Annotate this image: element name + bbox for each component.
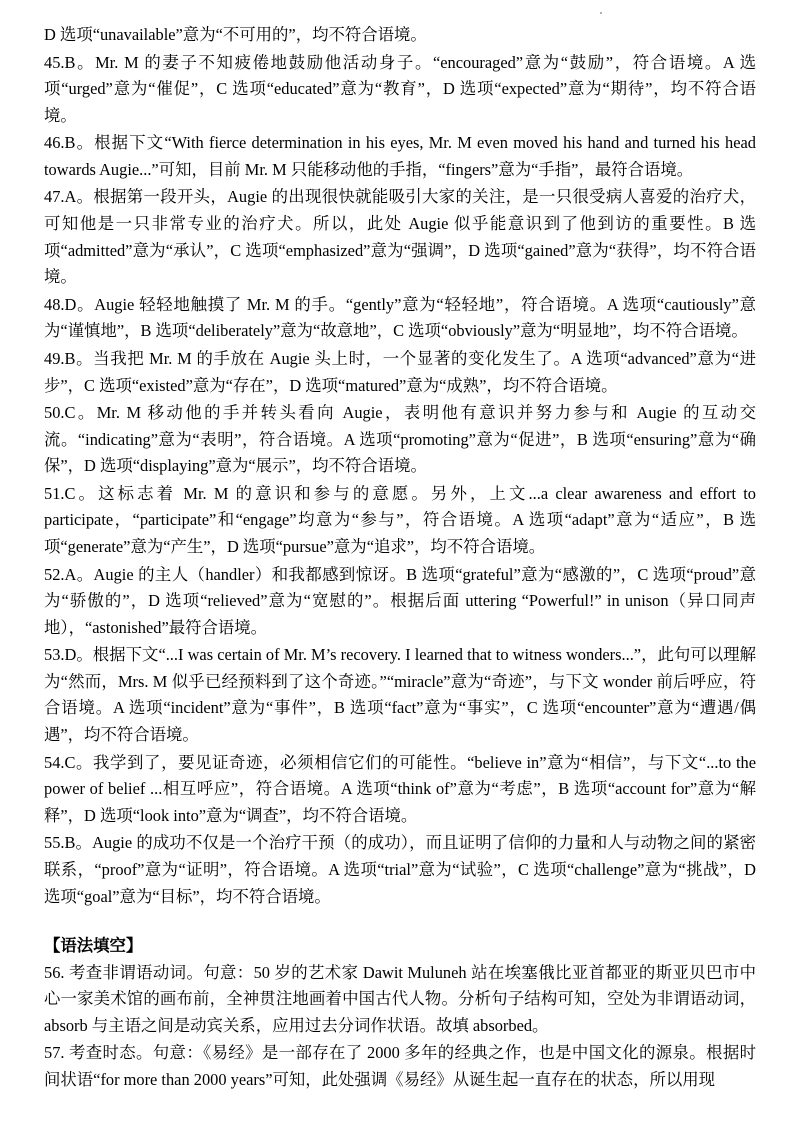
paragraph: 45.B。Mr. M 的妻子不知疲倦地鼓励他活动身子。“encouraged”意为“鼓励”，符合语境。A 选项“urged”意为“催促”，C 选项“educated”意为“教育”，D 选项“expected”意为“期待”，均不符合语境。 — [44, 52, 756, 125]
paragraph: 48.D。Augie 轻轻地触摸了 Mr. M 的手。“gently”意为“轻轻地”，符合语境。A 选项“cautiously”意为“谨慎地”，B 选项“deliberately”意为“故意地”，C 选项“obviously”意为“明显地”，均不符合语境。 — [44, 294, 756, 341]
paragraph: 53.D。根据下文“...I was certain of Mr. M’s recovery. I learned that to witness wonders...”，此句可以理解为“然而，Mrs. M 似乎已经预料到了这个奇迹。”“miracle”意为“奇迹”，与下文 wonder 前后呼应，符合语境。A 选项“incident”意为“事件”，B 选项“fact”意为“事实”，C 选项“encounter”意为“遭遇/偶遇”，均不符合语境。 — [44, 645, 756, 745]
paragraph: 54.C。我学到了，要见证奇迹，必须相信它们的可能性。“believe in”意为“相信”，与下文“...to the power of belief ...相互呼应”，符合语境。A 选项“think of”意为“考虑”，B 选项“account for”意为“解释”，D 选项“look into”意为“调查”，均不符合语境。 — [44, 752, 756, 825]
paragraph: 50.C。Mr. M 移动他的手并转头看向 Augie，表明他有意识并努力参与和 Augie 的互动交流。“indicating”意为“表明”，符合语境。A 选项“promoting”意为“促进”，B 选项“ensuring”意为“确保”，D 选项“displaying”意为“展示”，均不符合语境。 — [44, 403, 756, 476]
paragraph: 55.B。Augie 的成功不仅是一个治疗干预（的成功），而且证明了信仰的力量和人与动物之间的紧密联系，“proof”意为“证明”，符合语境。A 选项“trial”意为“试验”，C 选项“challenge”意为“挑战”，D 选项“goal”意为“目标”，均不符合语境。 — [44, 833, 756, 906]
paragraph: D 选项“unavailable”意为“不可用的”，均不符合语境。 — [44, 25, 427, 44]
paragraph: 47.A。根据第一段开头，Augie 的出现很快就能吸引大家的关注，是一只很受病人喜爱的治疗犬，可知他是一只非常专业的治疗犬。所以，此处 Augie 似乎能意识到了他到访的重要性。B 选项“admitted”意为“承认”，C 选项“emphasized”意为“强调”，D 选项“gained”意为“获得”，均不符合语境。 — [44, 187, 756, 287]
paragraph: 52.A。Augie 的主人（handler）和我都感到惊讶。B 选项“grateful”意为“感激的”，C 选项“proud”意为“骄傲的”，D 选项“relieved”意为“宽慰的”。根据后面 uttering “Powerful!” in unison（异口同声地），“astonished”最符合语境。 — [44, 564, 756, 637]
paragraph: 49.B。当我把 Mr. M 的手放在 Augie 头上时，一个显著的变化发生了。A 选项“advanced”意为“进步”，C 选项“existed”意为“存在”，D 选项“matured”意为“成熟”，均不符合语境。 — [44, 348, 756, 395]
paragraph: 57. 考查时态。句意：《易经》是一部存在了 2000 多年的经典之作，也是中国文化的源泉。根据时间状语“for more than 2000 years”可知，此处强调《易经》从诞生起一直存在的状态，所以用现 — [44, 1043, 756, 1089]
section-spacer — [44, 911, 756, 933]
paragraph: 56. 考查非谓语动词。句意：50 岁的艺术家 Dawit Muluneh 站在埃塞俄比亚首都亚的斯亚贝巴市中心一家美术馆的画布前，全神贯注地画着中国古代人物。分析句子结构可知，空处为非谓语动词，absorb 与主语之间是动宾关系，应用过去分词作状语。故填 absorbed。 — [44, 962, 756, 1035]
page-mark — [600, 12, 602, 14]
section-title: 【语法填空】 — [44, 936, 143, 956]
paragraph: 46.B。根据下文“With fierce determination in his eyes, Mr. M even moved his hand and turned his head towards Augie...”可知，目前 Mr. M 只能移动他的手指，“fingers”意为“手指”，最符合语境。 — [44, 133, 756, 179]
paragraph: 51.C。这标志着 Mr. M 的意识和参与的意愿。另外，上文...a clear awareness and effort to participate，“participate”和“engage”均意为“参与”，符合语境。A 选项“adapt”意为“适应”，B 选项“generate”意为“产生”，D 选项“pursue”意为“追求”，均不符合语境。 — [44, 483, 756, 556]
